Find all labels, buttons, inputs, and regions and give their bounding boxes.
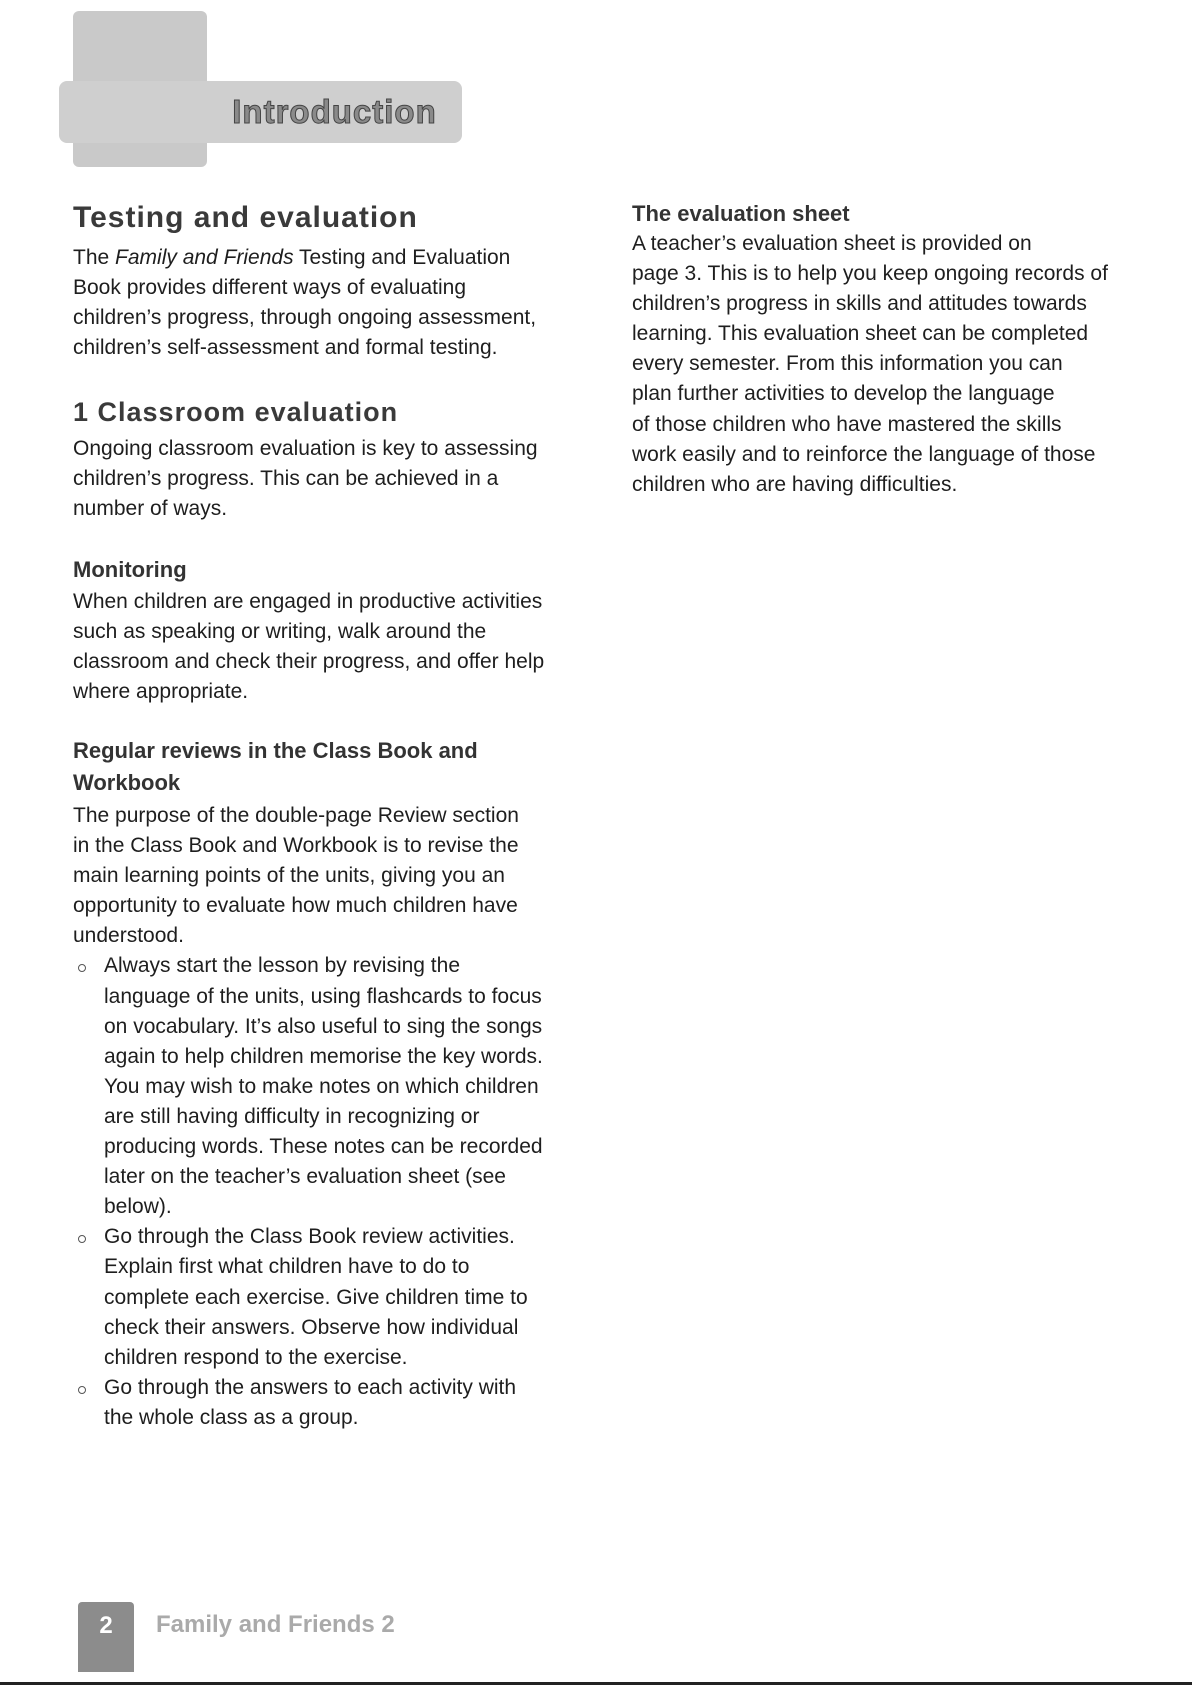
paragraph-line: plan further activities to develop the language (632, 382, 1055, 406)
bullet-text: Always start the lesson by revising the (104, 954, 460, 978)
bullet-line (73, 1162, 543, 1192)
bullet-icon (78, 1386, 86, 1394)
paragraph-line: Ongoing classroom evaluation is key to assessing (73, 437, 538, 460)
section1-paragraph (73, 434, 538, 524)
paragraph-line: children’s progress in skills and attitudes towards (632, 292, 1087, 316)
paragraph-line: Book provides different ways of evaluating (73, 276, 467, 300)
bullet-icon (78, 1235, 86, 1243)
paragraph-line: of those children who have mastered the skills (632, 412, 1062, 436)
bullet-text: children respond to the exercise. (104, 1345, 408, 1369)
bullet-line (73, 1102, 543, 1132)
page-title: Introduction (232, 93, 437, 130)
subheading-evaluation-sheet: The evaluation sheet (632, 201, 850, 226)
paragraph-line: children’s self-assessment and formal testing. (73, 336, 498, 360)
bullet-line (73, 1313, 543, 1343)
bullet-text: the whole class as a group. (104, 1405, 359, 1429)
bullet-line (73, 1343, 543, 1373)
paragraph-line: learning. This evaluation sheet can be completed (632, 322, 1089, 346)
bullet-item (73, 1373, 543, 1433)
paragraph-line: where appropriate. (73, 680, 249, 704)
bullet-text: are still having difficulty in recognizing or (104, 1104, 480, 1128)
book-title-italic: Family and Friends (115, 246, 294, 269)
paragraph-line: opportunity to evaluate how much children have (73, 894, 518, 918)
bullet-text: Go through the Class Book review activities. (104, 1225, 515, 1249)
bullet-line (73, 1373, 543, 1403)
paragraph-line: every semester. From this information you can (632, 352, 1063, 376)
footer-book-title: Family and Friends 2 (156, 1611, 395, 1638)
paragraph-line: in the Class Book and Workbook is to revise the (73, 834, 519, 858)
bullet-text: on vocabulary. It’s also useful to sing the songs (104, 1014, 543, 1038)
main-heading: Testing and evaluation (73, 201, 418, 234)
paragraph-line: main learning points of the units, giving you an (73, 864, 505, 888)
subheading-monitoring: Monitoring (73, 557, 187, 582)
paragraph-line: such as speaking or writing, walk around the (73, 620, 487, 644)
bullet-text: check their answers. Observe how individual (104, 1315, 519, 1339)
text: The (73, 246, 116, 269)
bullet-text: again to help children memorise the key words. (104, 1044, 543, 1068)
bullet-icon (78, 964, 86, 972)
subheading-reviews (73, 735, 478, 799)
section-heading: 1 Classroom evaluation (73, 397, 399, 427)
heading-line: Regular reviews in the Class Book and (73, 738, 478, 763)
paragraph-line (73, 243, 536, 273)
paragraph-line: The purpose of the double-page Review section (73, 804, 519, 827)
bullet-text: later on the teacher’s evaluation sheet (see (104, 1165, 506, 1189)
bullet-line (73, 1012, 543, 1042)
bullet-text: below). (104, 1195, 172, 1219)
paragraph-line: children who are having difficulties. (632, 472, 958, 496)
bullet-line (73, 1042, 543, 1072)
bullet-text: Explain first what children have to do to (104, 1255, 470, 1279)
bullet-line (73, 1283, 543, 1313)
paragraph-line: page 3. This is to help you keep ongoing records of (632, 262, 1108, 286)
bullet-text: complete each exercise. Give children time to (104, 1285, 528, 1309)
heading-line: Workbook (73, 770, 181, 795)
text: Testing and Evaluation (293, 246, 511, 269)
bullet-item (73, 951, 543, 1222)
monitoring-paragraph (73, 587, 544, 707)
bullet-list (73, 951, 543, 1433)
bullet-line (73, 1192, 543, 1222)
bullet-line (73, 1252, 543, 1282)
paragraph-line: classroom and check their progress, and offer help (73, 650, 545, 674)
paragraph-line: children’s progress. This can be achieved in a (73, 467, 499, 491)
bullet-item (73, 1222, 543, 1372)
paragraph-line: A teacher’s evaluation sheet is provided on (632, 232, 1032, 255)
page-number: 2 (99, 1612, 113, 1639)
bullet-line (73, 951, 543, 981)
bullet-line (73, 1222, 543, 1252)
bullet-line (73, 982, 543, 1012)
bullet-line (73, 1072, 543, 1102)
paragraph-line: work easily and to reinforce the language of those (632, 442, 1096, 466)
paragraph-line: number of ways. (73, 497, 228, 521)
paragraph-line: When children are engaged in productive activities (73, 590, 543, 613)
bullet-text: language of the units, using flashcards to focus (104, 984, 542, 1008)
bullet-line (73, 1132, 543, 1162)
paragraph-line: understood. (73, 924, 184, 948)
bullet-text: producing words. These notes can be recorded (104, 1135, 543, 1159)
intro-paragraph (73, 243, 536, 363)
bullet-line (73, 1403, 543, 1433)
bullet-text: Go through the answers to each activity with (104, 1375, 517, 1399)
paragraph-line: children’s progress, through ongoing assessment, (73, 306, 537, 330)
evaluation-sheet-paragraph (632, 229, 1108, 500)
reviews-paragraph (73, 801, 543, 1433)
bullet-text: You may wish to make notes on which children (104, 1074, 539, 1098)
